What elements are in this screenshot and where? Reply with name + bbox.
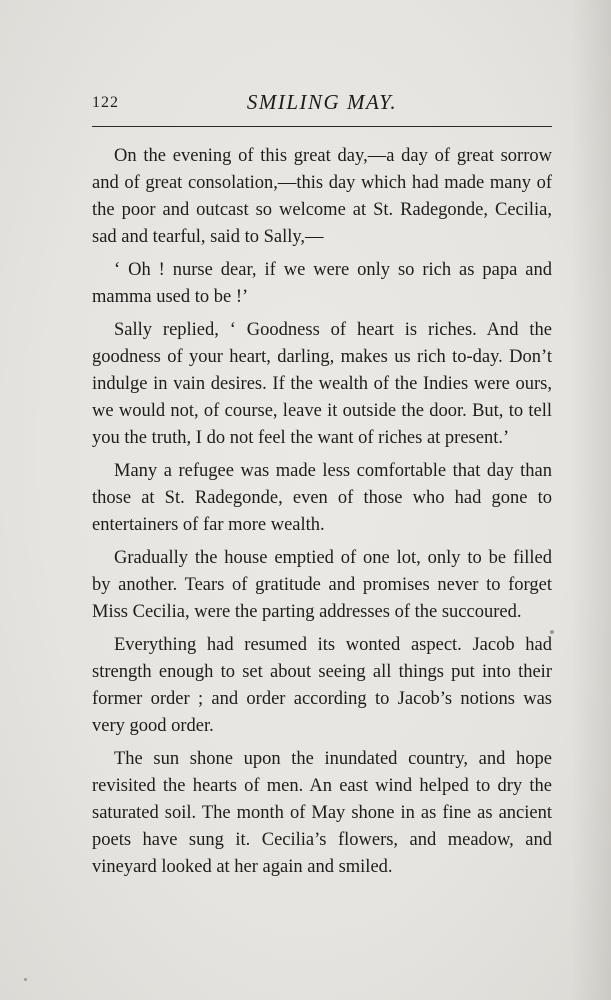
header-rule: [92, 126, 552, 127]
paragraph: Many a refugee was made less comfortable that day than those at St. Radegonde, even of those who had gone to entertainers of far more wealth.: [92, 461, 552, 535]
page-number: 122: [92, 94, 119, 111]
page-header: [92, 88, 552, 120]
running-head: SMILING MAY.: [246, 90, 398, 114]
paragraph: The sun shone upon the inundated country, and hope revisited the hearts of men. An east wind helped to dry the saturated soil. The month of May shone in as fine as ancient poets have sung it. Cecilia’s flowers, and meadow, and vineyard looked at her again and smiled.: [92, 749, 552, 877]
page-edge-shadow: [571, 0, 611, 1000]
body-text: [92, 143, 552, 887]
paragraph: On the evening of this great day,—a day of great sorrow and of great consolation,—this day which had made many of the poor and outcast so welcome at St. Radegonde, Cecilia, sad and tearful, said to Sally,—: [92, 146, 552, 247]
paper-speck: [550, 630, 554, 634]
paragraph: Gradually the house emptied of one lot, only to be filled by another. Tears of gratitude and promises never to forget Miss Cecilia, were the parting addresses of the succoured.: [92, 548, 552, 622]
paragraph: Everything had resumed its wonted aspect. Jacob had strength enough to set about seeing all things put into their former order ; and order according to Jacob’s notions was very good order.: [92, 635, 552, 736]
paragraph: Sally replied, ‘ Goodness of heart is riches. And the goodness of your heart, darling, makes us rich to-day. Don’t indulge in vain desires. If the wealth of the Indies were ours, we would not, of course, leave it outside the door. But, to tell you the truth, I do not feel the want of riches at present.’: [92, 320, 552, 448]
paragraph: ‘ Oh ! nurse dear, if we were only so rich as papa and mamma used to be !’: [92, 260, 552, 307]
paper-speck: [24, 978, 27, 981]
